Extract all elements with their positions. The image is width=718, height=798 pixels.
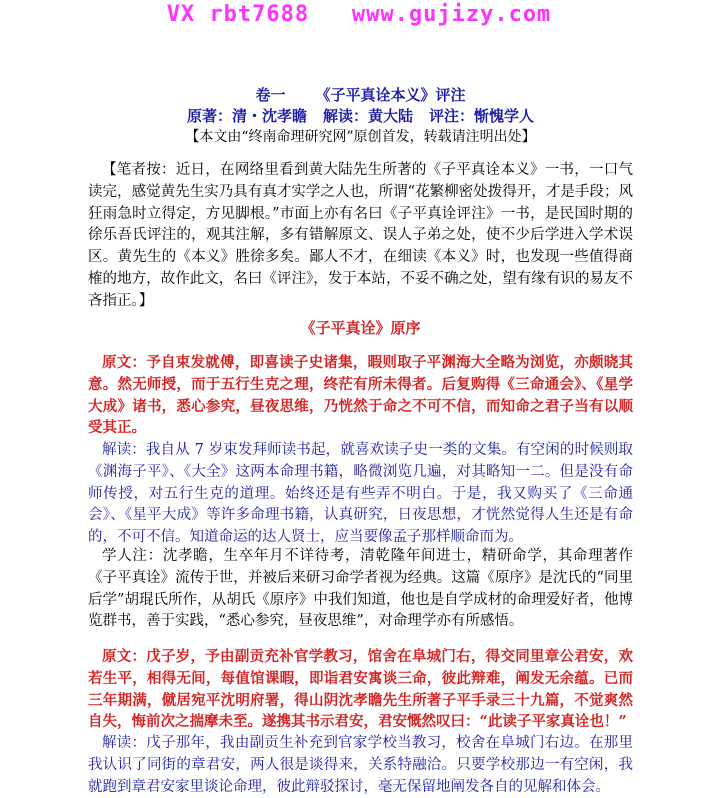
interpretation-paragraph: 解读：我自从 7 岁束发拜师读书起，就喜欢读子史一类的文集。有空闲的时候则取《渊海子平》、《大全》这两本命理书籍，略微浏览几遍，对其略知一二。但是没有命师传授，对五行生克的道理。始终还是有些弄不明白。于是，我又购买了《三命通会》、《星平大成》等许多命理书籍，认真研究，日夜思想，才恍然觉得人生还是有命的，不可不信。知道命运的达人贤士，应当要像孟子那样顺命而为。 [88,442,633,546]
volume-label: 卷一 [255,86,286,104]
original-text-paragraph: 原文：戊子岁，予由副贡充补官学教习，馆舍在阜城门右，得交同里章公君安，欢若生平，相得无间，每值馆课暇，即诣君安寓谈三命，彼此辩难，阐发无余蕴。已而三年期满，僦居宛平沈明府署，得山阴沈孝瞻先生所著子平手录三十九篇，不觉爽然自失，悔前次之揣摩未至。遂携其书示君安，君安慨然叹曰：“此读子平家真诠也！” [88,648,633,731]
interpreter-name: 黄大陆 [368,107,414,125]
author-line [88,105,633,126]
original-label: 原著： [186,107,232,125]
interpretation-paragraph: 解读：戊子那年，我由副贡生补充到官家学校当教习，校舍在阜城门右边。在那里我认识了同街的章君安，两人很是谈得来，关系特融洽。只要学校那边一有空闲，我就跑到章君安家里谈论命理，彼此辩驳探讨，毫无保留地阐发各自的见解和体会。 [88,735,633,795]
document-title [88,84,633,105]
commentator-label: 评注： [429,107,475,125]
interpreter-label: 解读： [322,107,368,125]
source-note: 【本文由“终南命理研究网”原创首发，转载请注明出处】 [185,129,536,145]
editor-note: 【笔者按：近日，在网络里看到黄大陆先生所著的《子平真诠本义》一书，一口气读完，感觉黄先生实乃具有真才实学之人也，所谓“花繁柳密处拨得开，才是手段；风狂雨急时立得定，方见脚根。”市面上亦有名曰《子平真诠评注》一书，是民国时期的徐乐吾氏评注的，观其注解，多有错解原文、误人子弟之处，使不少后学进入学术误区。黄先生的《本义》胜徐多矣。鄙人不才，在细读《本义》时，也发现一些值得商榷的地方，故作此文，名曰《评注》，发于本站，不妥不确之处，望有缘有识的易友不吝指正。】 [88,162,633,309]
original-author: 清・沈孝瞻 [231,107,307,125]
book-title: 《子平真诠本义》评注 [315,86,466,104]
watermark-banner: VX rbt7688 www.gujizy.com [166,2,552,27]
commentator-name: 惭愧学人 [474,107,535,125]
section-title: 《子平真诠》原序 [300,319,421,337]
original-text-paragraph: 原文：予自束发就傅，即喜读子史诸集，暇则取子平渊海大全略为浏览，亦颇晓其意。然无师授，而于五行生克之理，终茫有所未得者。后复购得《三命通会》、《星学大成》诸书，悉心参究，昼夜思维，乃恍然于命之不可不信，而知命之君子当有以顺受其正。 [88,354,633,437]
commentary-paragraph: 学人注：沈孝瞻，生卒年月不详待考，清乾隆年间进士，精研命学，其命理著作《子平真诠》流传于世，并被后来研习命学者视为经典。这篇《原序》是沈氏的“同里后学”胡琨氏所作，从胡氏《原序》中我们知道，他也是自学成材的命理爱好者，他博览群书，善于实践，“悉心参究，昼夜思维”，对命理学亦有所感悟。 [88,548,633,630]
